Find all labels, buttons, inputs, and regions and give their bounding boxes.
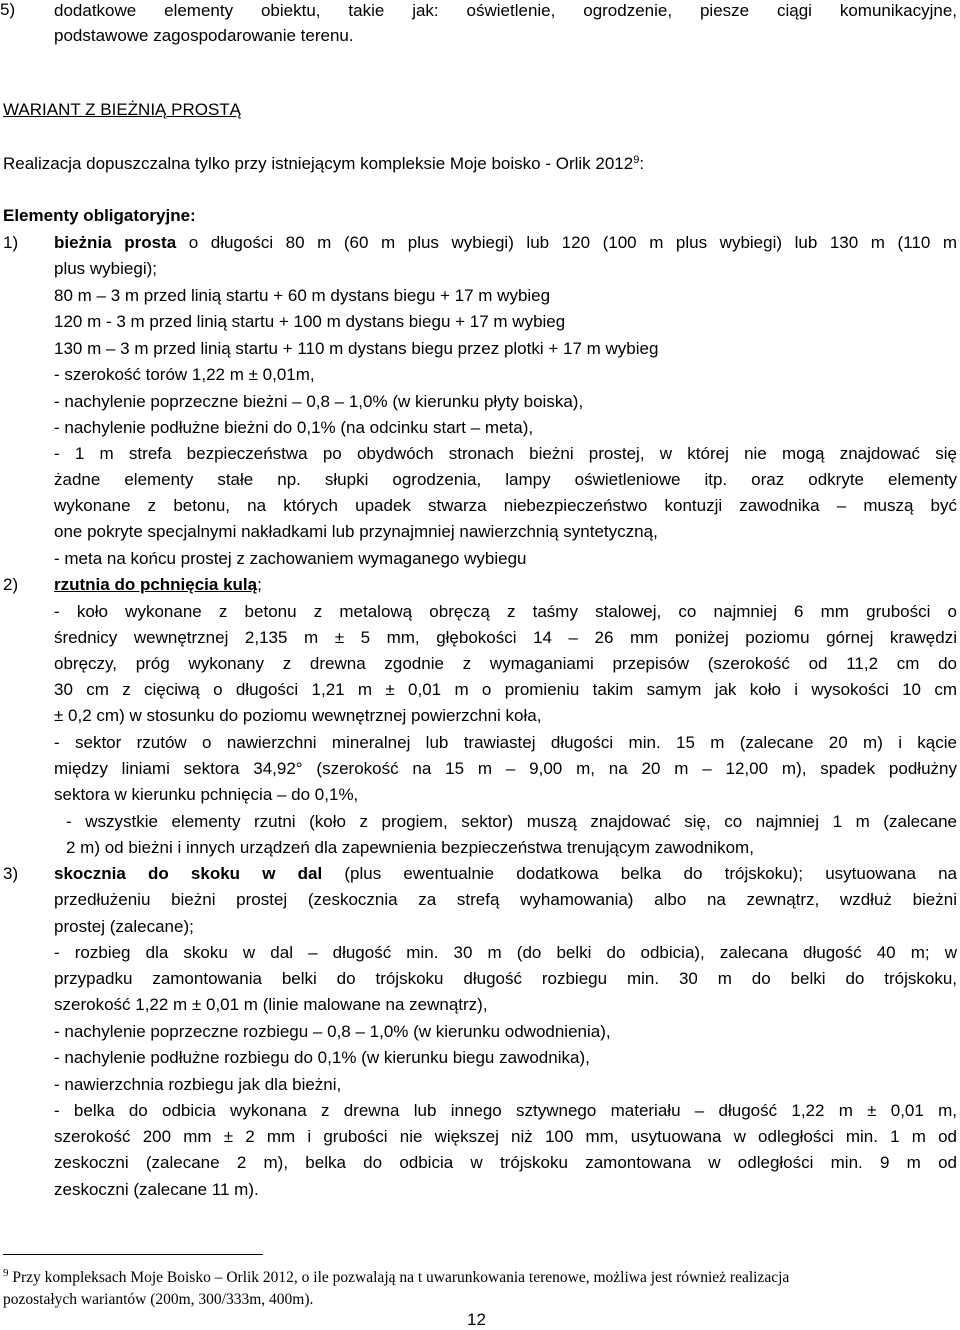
- item3-line-3: prostej (zalecane);: [54, 917, 194, 936]
- item3-line-6: szerokość 1,22 m ± 0,01 m (linie malowane na zewnątrz),: [54, 995, 488, 1014]
- item1-line-9: - 1 m strefa bezpieczeństwa po obydwóch stronach bieżni prostej, w której nie mogą znajdować się: [54, 444, 957, 463]
- item1-bold: bieżnia prosta: [54, 233, 177, 252]
- item3-line-8: - nachylenie podłużne rozbiegu do 0,1% (w kierunku biegu zawodnika),: [54, 1048, 590, 1067]
- item2-line-10: 2 m) od bieżni i innych urządzeń dla zapewnienia bezpieczeństwa trenującym zawodnikom,: [66, 838, 754, 857]
- item1-line-3: 80 m – 3 m przed linią startu + 60 m dystans biegu + 17 m wybieg: [54, 286, 551, 305]
- page-number: 12: [467, 1310, 486, 1329]
- item1-line-8: - nachylenie podłużne bieżni do 0,1% (na odcinku start – meta),: [54, 418, 534, 437]
- item2-line-8: sektora w kierunku pchnięcia – do 0,1%,: [54, 785, 359, 804]
- item1-line-1: [54, 232, 957, 253]
- item2-line-6: - sektor rzutów o nawierzchni mineralnej lub trawiastej długości min. 15 m (zalecane 20 m) i kącie: [54, 733, 957, 752]
- item1-line-12: one pokryte specjalnymi nakładkami lub przynajmniej nawierzchnią syntetyczną,: [54, 522, 658, 541]
- footnote-line-1: [3, 1268, 789, 1288]
- item3-line-10: - belka do odbicia wykonana z drewna lub innego sztywnego materiału – długość 1,22 m ± 0,01 m,: [54, 1101, 957, 1120]
- list-number-5: 5): [0, 0, 16, 19]
- item1-line-6: - szerokość torów 1,22 m ± 0,01m,: [54, 365, 315, 384]
- item3-line-4: - rozbieg dla skoku w dal – długość min. 30 m (do belki do odbicia), zalecana długość 40 m; w: [54, 943, 957, 962]
- item3-line-12: zeskoczni (zalecane 2 m), belka do odbicia w trójskoku zamontowana w odległości min. 9 m od: [54, 1153, 957, 1172]
- item2-heading: [54, 574, 262, 595]
- item3-line-1: [54, 863, 957, 884]
- item3-line-5: przypadku zamontowania belki do trójskoku długość rozbiegu min. 30 m do belki do trójskoku,: [54, 969, 957, 988]
- item3-line-11: szerokość 200 mm ± 2 mm i grubości nie większej niż 100 mm, usytuowana w odległości min. 1 m od: [54, 1127, 957, 1146]
- item3-line-2: przedłużeniu bieżni prostej (zeskocznia za strefą wyhamowania) albo na zewnątrz, wzdłuż bieżni: [54, 890, 957, 909]
- item5-line-1: dodatkowe elementy obiektu, takie jak: oświetlenie, ogrodzenie, piesze ciągi komunikacyjne,: [54, 1, 957, 20]
- item1-l1-rest: o długości 80 m (60 m plus wybiegi) lub 120 (100 m plus wybiegi) lub 130 m (110 m: [176, 233, 957, 252]
- mandatory-heading: Elementy obligatoryjne:: [3, 206, 196, 225]
- item2-line-3: obręczy, próg wykonany z drewna zgodnie z wymaganiami przepisów (szerokość od 11,2 cm do: [54, 654, 957, 673]
- item2-line-4: 30 cm z cięciwą o długości 1,21 m ± 0,01 m o promieniu takim samym jak koło i wysokości 10 cm: [54, 680, 957, 699]
- item3-bold: skocznia do skoku w dal: [54, 864, 323, 883]
- item3-line-9: - nawierzchnia rozbiegu jak dla bieżni,: [54, 1075, 342, 1094]
- intro-text: [3, 153, 644, 174]
- item5-line-2: podstawowe zagospodarowanie terenu.: [54, 26, 354, 45]
- item2-line-9: - wszystkie elementy rzutni (koło z progiem, sektor) muszą znajdować się, co najmniej 1 m (zalecane: [66, 812, 957, 831]
- footnote-ref-9: 9: [633, 154, 640, 166]
- item2-bold: rzutnia do pchnięcia kulą: [54, 575, 258, 594]
- item3-line-13: zeskoczni (zalecane 11 m).: [54, 1180, 259, 1199]
- item2-semicolon: ;: [257, 575, 262, 594]
- item2-line-1: - koło wykonane z betonu z metalową obręczą z taśmy stalowej, co najmniej 6 mm grubości o: [54, 602, 957, 621]
- item1-line-7: - nachylenie poprzeczne bieżni – 0,8 – 1,0% (w kierunku płyty boiska),: [54, 392, 584, 411]
- item1-line-2: plus wybiegi);: [54, 259, 157, 278]
- item1-line-10: żadne elementy stałe np. słupki ogrodzenia, lampy oświetleniowe itp. oraz odkryte elementy: [54, 470, 957, 489]
- list-number-3: 3): [3, 864, 19, 883]
- item1-line-13: - meta na końcu prostej z zachowaniem wymaganego wybiegu: [54, 549, 527, 568]
- item1-line-5: 130 m – 3 m przed linią startu + 110 m dystans biegu przez plotki + 17 m wybieg: [54, 339, 659, 358]
- list-number-1: 1): [3, 233, 19, 252]
- intro-main: Realizacja dopuszczalna tylko przy istniejącym kompleksie Moje boisko - Orlik 2012: [3, 154, 634, 173]
- footnote-text-1: Przy kompleksach Moje Boisko – Orlik 2012, o ile pozwalają na t uwarunkowania terenowe, możliwa jest również realizacja: [8, 1269, 790, 1286]
- item2-line-5: ± 0,2 cm) w stosunku do poziomu wewnętrznej powierzchni koła,: [54, 706, 542, 725]
- item1-line-4: 120 m - 3 m przed linią startu + 100 m dystans biegu + 17 m wybieg: [54, 312, 566, 331]
- section-title: WARIANT Z BIEŻNIĄ PROSTĄ: [3, 100, 242, 119]
- intro-colon: :: [639, 154, 645, 173]
- footnote-line-2: pozostałych wariantów (200m, 300/333m, 400m).: [3, 1291, 314, 1308]
- item3-line-7: - nachylenie poprzeczne rozbiegu – 0,8 – 1,0% (w kierunku odwodnienia),: [54, 1022, 611, 1041]
- item3-l1-rest: (plus ewentualnie dodatkowa belka do trójskoku); usytuowana na: [322, 864, 957, 883]
- item2-line-7: między liniami sektora 34,92° (szerokość na 15 m – 9,00 m, na 20 m – 12,00 m), spadek podłużny: [54, 759, 957, 778]
- footnote-number: 9: [3, 1267, 9, 1279]
- list-number-2: 2): [3, 575, 19, 594]
- footnote-separator: [3, 1254, 263, 1255]
- item1-line-11: wykonane z betonu, na których upadek stwarza niebezpieczeństwo kontuzji zawodnika – muszą być: [54, 496, 957, 515]
- item2-line-2: średnicy wewnętrznej 2,135 m ± 5 mm, głębokości 14 – 26 mm poniżej poziomu górnej krawędzi: [54, 628, 957, 647]
